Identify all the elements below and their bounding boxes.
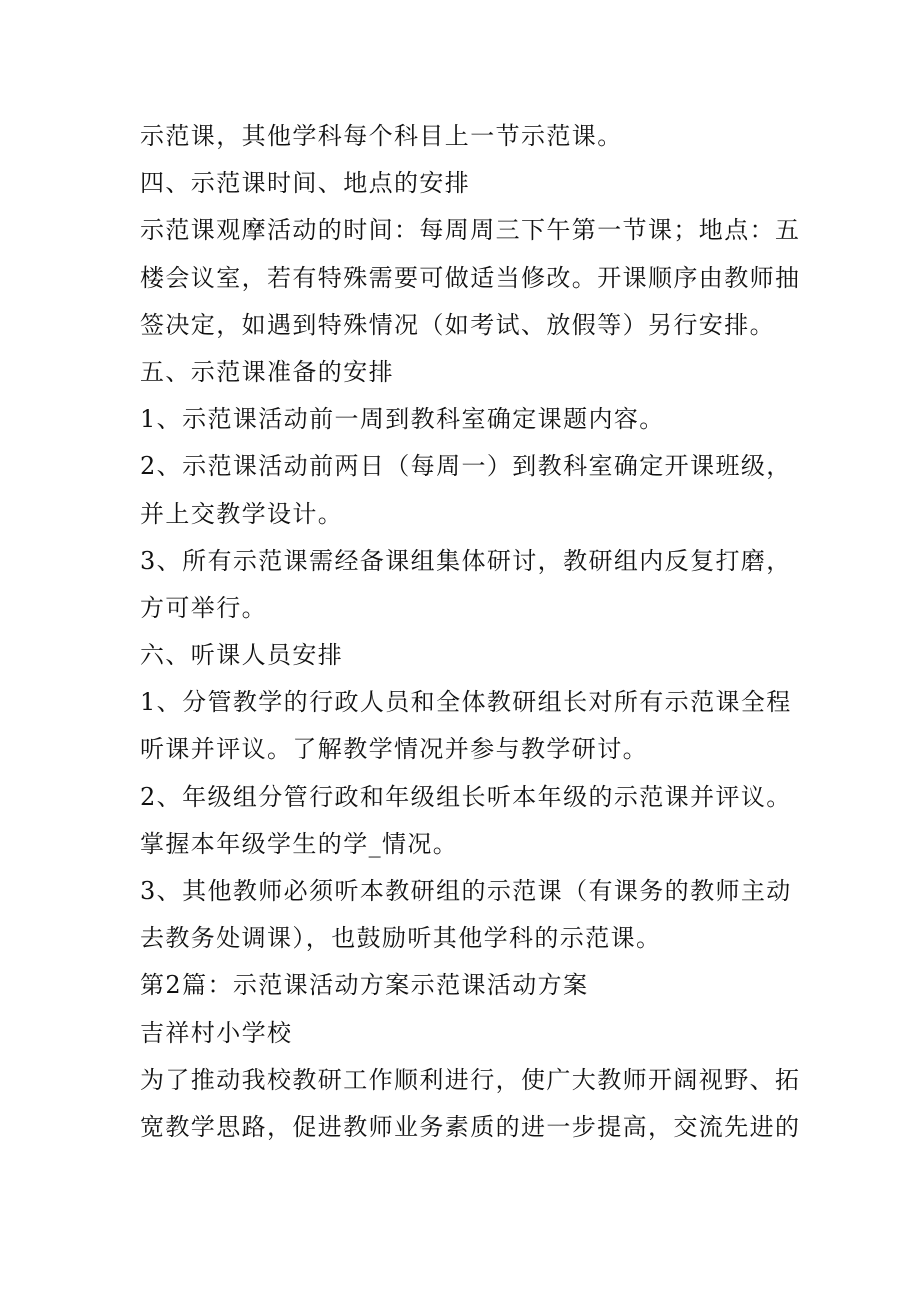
text-line-11: 方可举行。 (140, 593, 267, 622)
text-line-21: 为了推动我校教研工作顺利进行，使广大教师开阔视野、拓 (140, 1065, 801, 1094)
text-line-13: 1、分管教学的行政人员和全体教研组长对所有示范课全程 (140, 688, 792, 717)
text-line-14: 听课并评议。了解教学情况并参与教学研讨。 (140, 735, 648, 764)
text-line-8: 2、示范课活动前两日（每周一）到教科室确定开课班级， (140, 452, 792, 481)
text-line-1: 示范课，其他学科每个科目上一节示范课。 (140, 122, 623, 150)
text-line-3: 示范课观摩活动的时间：每周周三下午第一节课；地点：五 (140, 216, 801, 245)
school-name: 吉祥村小学校 (140, 1018, 293, 1047)
text-line-9: 并上交教学设计。 (140, 499, 344, 528)
text-line-10: 3、所有示范课需经备课组集体研讨，教研组内反复打磨， (140, 546, 792, 575)
section-heading-4: 四、示范课时间、地点的安排 (140, 169, 471, 198)
text-line-15: 2、年级组分管行政和年级组长听本年级的示范课并评议。 (140, 782, 792, 811)
text-line-5: 签决定，如遇到特殊情况（如考试、放假等）另行安排。 (140, 310, 775, 339)
article-title: 第2篇：示范课活动方案示范课活动方案 (140, 971, 589, 1000)
section-heading-5: 五、示范课准备的安排 (140, 357, 394, 386)
document-body (140, 113, 801, 1151)
text-line-4: 楼会议室，若有特殊需要可做适当修改。开课顺序由教师抽 (140, 263, 801, 292)
text-line-17: 3、其他教师必须听本教研组的示范课（有课务的教师主动 (140, 877, 792, 905)
text-line-22: 宽教学思路，促进教师业务素质的进一步提高，交流先进的 (140, 1112, 801, 1141)
text-line-7: 1、示范课活动前一周到教科室确定课题内容。 (140, 405, 665, 434)
text-line-16: 掌握本年级学生的学_情况。 (140, 829, 459, 858)
text-line-18: 去教务处调课），也鼓励听其他学科的示范课。 (140, 924, 662, 953)
section-heading-6: 六、听课人员安排 (140, 641, 344, 670)
